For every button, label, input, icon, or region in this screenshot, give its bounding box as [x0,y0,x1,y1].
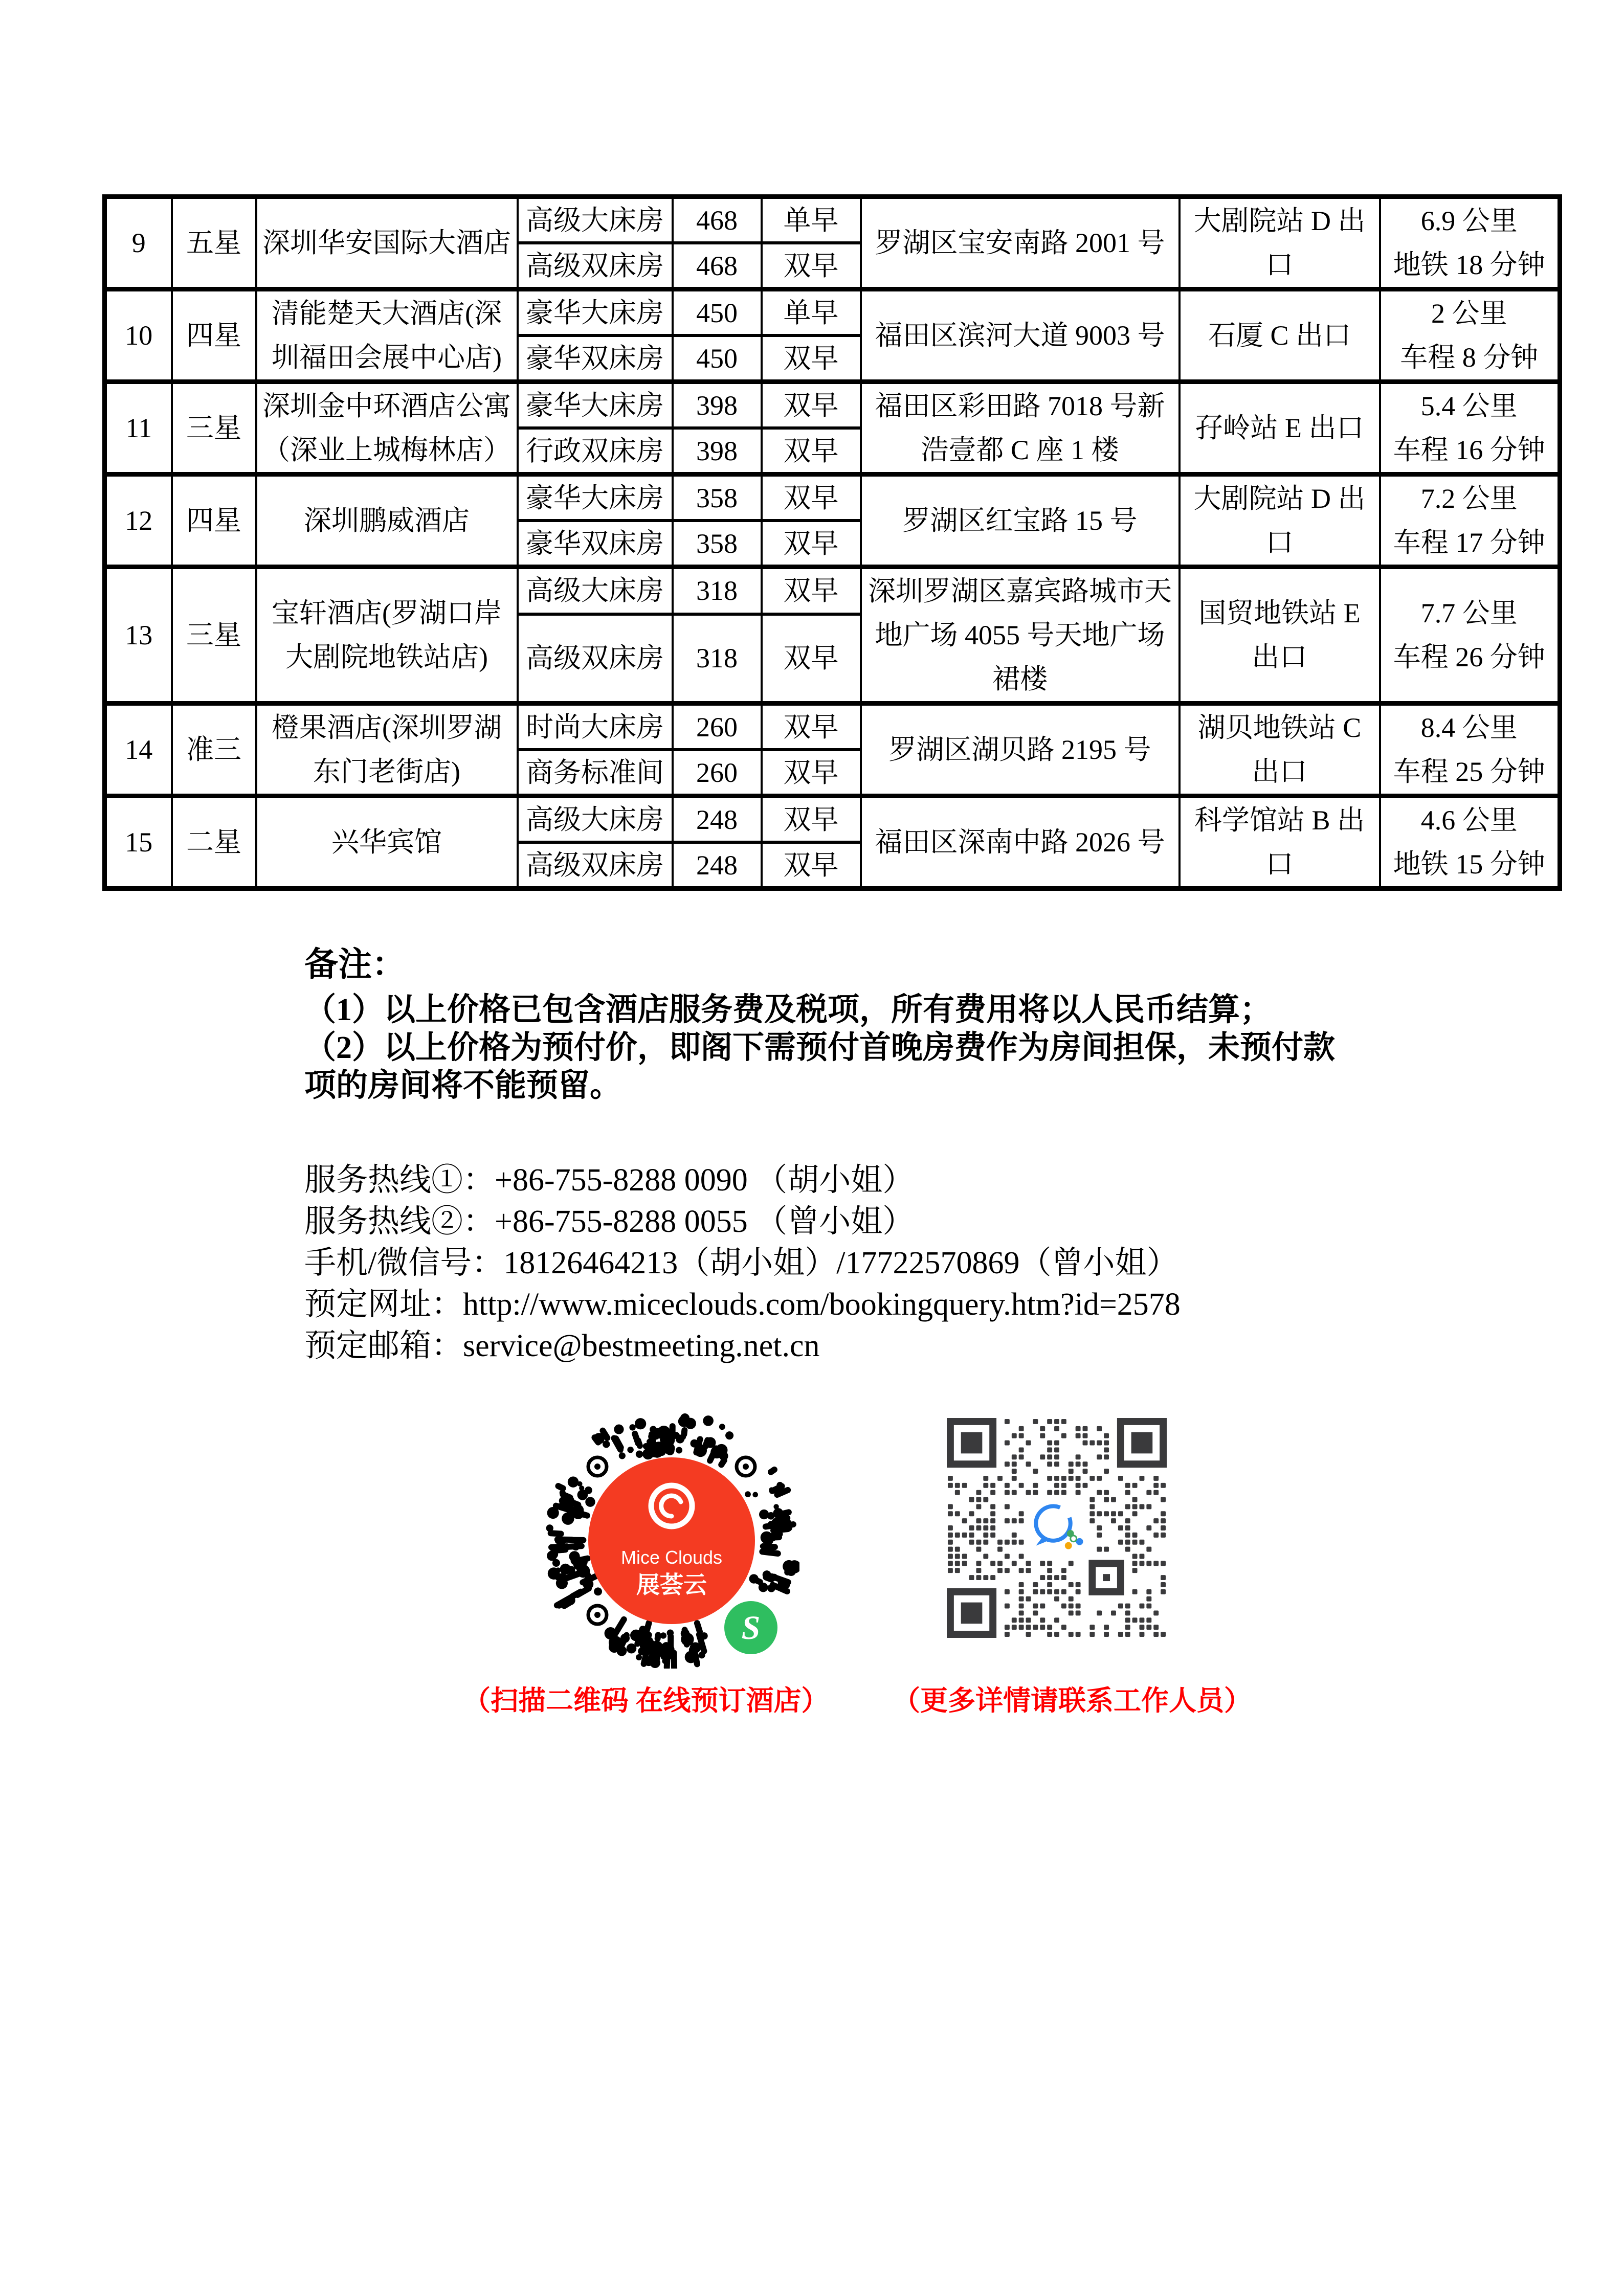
contact-hotline-1: 服务热线①：+86-755-8288 0090 （胡小姐） [304,1163,915,1198]
distance-km: 5.4 公里 [1420,391,1518,421]
metro-exit-cell: 科学馆站 B 出口 [1180,796,1380,889]
price-cell: 318 [673,567,762,614]
metro-exit-cell: 孖岭站 E 出口 [1180,382,1380,475]
distance-time: 地铁 15 分钟 [1393,849,1545,880]
price-cell: 450 [673,289,762,336]
distance-cell [1380,382,1560,475]
hotel-name-cell: 橙果酒店(深圳罗湖东门老街店) [256,704,518,796]
hotel-name-cell: 深圳鹏威酒店 [256,475,518,567]
row-number-cell: 13 [105,567,172,704]
table-row [105,796,1560,843]
address-cell: 福田区深南中路 2026 号 [861,796,1180,889]
distance-km: 4.6 公里 [1420,805,1518,836]
price-cell: 398 [673,428,762,475]
price-cell: 248 [673,796,762,843]
distance-time: 地铁 18 分钟 [1393,250,1545,280]
note-line: （2）以上价格为预付价，即阁下需预付首晚房费作为房间担保，未预付款 [304,1030,1336,1065]
price-cell: 318 [673,614,762,704]
room-type-cell: 豪华大床房 [518,475,673,521]
table-row [105,382,1560,429]
hotel-table-body [105,197,1560,889]
svg-text:Mice Clouds: Mice Clouds [620,1547,723,1568]
distance-cell [1380,704,1560,796]
address-cell: 深圳罗湖区嘉宾路城市天地广场 4055 号天地广场裙楼 [861,567,1180,704]
address-cell: 罗湖区宝安南路 2001 号 [861,197,1180,289]
table-row [105,289,1560,336]
distance-time: 车程 8 分钟 [1400,342,1539,373]
distance-cell [1380,796,1560,889]
room-type-cell: 商务标准间 [518,750,673,796]
miniprogram-qr-code [544,1413,799,1669]
hotel-name-cell: 深圳金中环酒店公寓（深业上城梅林店） [256,382,518,475]
room-type-cell: 高级大床房 [518,567,673,614]
metro-exit-cell: 湖贝地铁站 C 出口 [1180,704,1380,796]
table-row [105,197,1560,243]
room-type-cell: 高级大床房 [518,197,673,243]
row-number-cell: 14 [105,704,172,796]
metro-exit-cell: 大剧院站 D 出口 [1180,475,1380,567]
distance-km: 2 公里 [1431,298,1507,329]
distance-km: 7.7 公里 [1420,598,1518,628]
star-rating-cell: 二星 [172,796,256,889]
price-cell: 248 [673,842,762,889]
wecom-qr-code [947,1418,1167,1638]
svg-text:S: S [741,1609,761,1647]
contact-section [304,1160,1481,1367]
note-line: 项的房间将不能预留。 [304,1068,622,1103]
table-row [105,567,1560,614]
qr-captions [0,1679,1624,1725]
star-rating-cell: 五星 [172,197,256,289]
star-rating-cell: 四星 [172,289,256,382]
table-row [105,704,1560,750]
room-type-cell: 豪华双床房 [518,521,673,567]
svg-text:展荟云: 展荟云 [636,1571,707,1598]
breakfast-cell: 双早 [762,243,861,289]
metro-exit-cell: 国贸地铁站 E 出口 [1180,567,1380,704]
star-rating-cell: 准三 [172,704,256,796]
price-cell: 468 [673,197,762,243]
room-type-cell: 豪华大床房 [518,382,673,429]
distance-km: 7.2 公里 [1420,483,1518,514]
row-number-cell: 12 [105,475,172,567]
breakfast-cell: 双早 [762,704,861,750]
breakfast-cell: 双早 [762,382,861,429]
caption-scan-to-book: （扫描二维码 在线预订酒店） [463,1685,829,1716]
breakfast-cell: 双早 [762,842,861,889]
breakfast-cell: 双早 [762,335,861,382]
note-line: （1）以上价格已包含酒店服务费及税项，所有费用将以人民币结算； [304,993,1272,1027]
row-number-cell: 10 [105,289,172,382]
price-cell: 260 [673,750,762,796]
breakfast-cell: 单早 [762,289,861,336]
distance-time: 车程 25 分钟 [1393,756,1545,787]
star-rating-cell: 四星 [172,475,256,567]
breakfast-cell: 双早 [762,428,861,475]
caption-contact-staff: （更多详情请联系工作人员） [893,1685,1252,1716]
hotel-name-cell: 宝轩酒店(罗湖口岸大剧院地铁站店) [256,567,518,704]
distance-km: 6.9 公里 [1420,206,1518,236]
row-number-cell: 15 [105,796,172,889]
breakfast-cell: 双早 [762,614,861,704]
distance-time: 车程 17 分钟 [1393,527,1545,558]
notes-heading: 备注： [304,946,406,983]
price-cell: 358 [673,521,762,567]
address-cell: 罗湖区红宝路 15 号 [861,475,1180,567]
hotel-name-cell: 清能楚天大酒店(深圳福田会展中心店) [256,289,518,382]
breakfast-cell: 双早 [762,750,861,796]
distance-time: 车程 26 分钟 [1393,642,1545,672]
breakfast-cell: 双早 [762,521,861,567]
breakfast-cell: 双早 [762,475,861,521]
hotel-price-table [102,194,1562,891]
room-type-cell: 豪华双床房 [518,335,673,382]
notes-section [304,946,1419,1105]
breakfast-cell: 双早 [762,567,861,614]
room-type-cell: 高级双床房 [518,614,673,704]
row-number-cell: 11 [105,382,172,475]
distance-cell [1380,475,1560,567]
contact-mobile-wechat: 手机/微信号：18126464213（胡小姐）/17722570869（曾小姐） [304,1246,1178,1280]
hotel-name-cell: 深圳华安国际大酒店 [256,197,518,289]
breakfast-cell: 双早 [762,796,861,843]
price-cell: 260 [673,704,762,750]
address-cell: 罗湖区湖贝路 2195 号 [861,704,1180,796]
distance-cell [1380,289,1560,382]
price-cell: 468 [673,243,762,289]
room-type-cell: 豪华大床房 [518,289,673,336]
star-rating-cell: 三星 [172,382,256,475]
contact-booking-url: 预定网址：http://www.miceclouds.com/bookingquery.htm?id=2578 [304,1287,1181,1322]
room-type-cell: 高级双床房 [518,842,673,889]
hotel-name-cell: 兴华宾馆 [256,796,518,889]
price-cell: 450 [673,335,762,382]
distance-time: 车程 16 分钟 [1393,435,1545,465]
room-type-cell: 高级大床房 [518,796,673,843]
contact-hotline-2: 服务热线②：+86-755-8288 0055 （曾小姐） [304,1204,915,1239]
table-row [105,475,1560,521]
contact-booking-email: 预定邮箱：service@bestmeeting.net.cn [304,1329,820,1363]
breakfast-cell: 单早 [762,197,861,243]
distance-cell [1380,197,1560,289]
price-cell: 398 [673,382,762,429]
room-type-cell: 时尚大床房 [518,704,673,750]
star-rating-cell: 三星 [172,567,256,704]
room-type-cell: 行政双床房 [518,428,673,475]
distance-km: 8.4 公里 [1420,712,1518,743]
metro-exit-cell: 石厦 C 出口 [1180,289,1380,382]
address-cell: 福田区彩田路 7018 号新浩壹都 C 座 1 楼 [861,382,1180,475]
address-cell: 福田区滨河大道 9003 号 [861,289,1180,382]
price-cell: 358 [673,475,762,521]
metro-exit-cell: 大剧院站 D 出口 [1180,197,1380,289]
row-number-cell: 9 [105,197,172,289]
distance-cell [1380,567,1560,704]
room-type-cell: 高级双床房 [518,243,673,289]
